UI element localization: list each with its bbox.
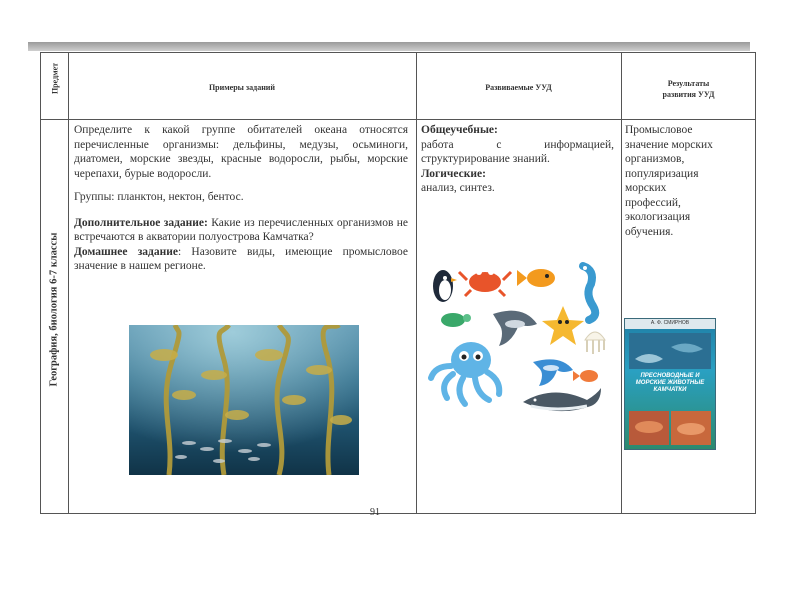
extra-task-label: Дополнительное задание:	[74, 216, 208, 229]
jellyfish-icon	[585, 332, 605, 354]
home-task-label: Домашнее задание	[74, 245, 178, 258]
crab-icon	[459, 269, 511, 296]
divider	[416, 53, 417, 513]
results-text: Промысловое значение морских организмов, популяризация морских профессий, экологизация обучения.	[625, 124, 713, 238]
seahorse-icon	[583, 266, 595, 320]
row-subject: География, биология 6-7 классы	[48, 232, 60, 387]
book-author: А. Ф. СМИРНОВ	[650, 320, 690, 326]
book-title: ПРЕСНОВОДНЫЕ И МОРСКИЕ ЖИВОТНЫЕ КАМЧАТКИ	[635, 373, 705, 393]
task-groups: Группы: планктон, нектон, бентос.	[74, 191, 244, 203]
starfish-icon	[542, 306, 584, 345]
dolphin-icon	[493, 311, 537, 346]
divider	[68, 53, 69, 513]
header-uud: Развиваемые УУД	[485, 83, 552, 92]
kelp-forest-photo	[129, 325, 359, 475]
whale-icon	[523, 388, 601, 411]
header-results	[621, 78, 756, 100]
kelp-forest-illustration	[129, 325, 359, 475]
turtle-icon	[441, 313, 471, 327]
home-task	[74, 245, 408, 274]
octopus-icon	[431, 342, 499, 404]
uud-logic-text: анализ, синтез.	[421, 182, 495, 194]
uud-general-text: работа с информацией, структурирование знаний.	[421, 138, 614, 165]
header-results-line2: развития УУД	[662, 90, 715, 99]
examples-cell	[74, 123, 408, 274]
page-number: 91	[370, 507, 380, 518]
task-intro: Определите к какой группе обитателей океана относятся перечисленные организмы: дельфины, медузы, осьминоги, диатомеи, морские звезды, красные водоросли, рыбы, морские черепахи, бурые водоросли.	[74, 124, 408, 180]
goldfish-icon	[517, 269, 555, 287]
uud-logic-label: Логические:	[421, 167, 486, 180]
header-examples: Примеры заданий	[208, 83, 276, 92]
penguin-icon	[433, 270, 457, 302]
book-cover	[624, 318, 716, 450]
sea-animals-illustration	[423, 258, 613, 420]
small-fish-icon	[573, 370, 598, 382]
divider	[41, 119, 755, 120]
home-task-text: : Назовите виды, имеющие промысловое значение в нашем регионе.	[74, 245, 408, 272]
results-cell	[625, 123, 721, 239]
divider	[621, 53, 622, 513]
extra-task	[74, 216, 408, 245]
header-results-line1: Результаты	[667, 79, 710, 88]
scan-top-edge	[28, 42, 750, 51]
blue-dolphin-icon	[533, 359, 573, 386]
extra-task-text: Какие из перечисленных организмов не встречаются в акватории полуострова Камчатка?	[74, 216, 409, 243]
uud-general-label: Общеучебные:	[421, 124, 498, 136]
header-subject: Предмет	[50, 62, 60, 95]
uud-cell	[421, 123, 614, 196]
